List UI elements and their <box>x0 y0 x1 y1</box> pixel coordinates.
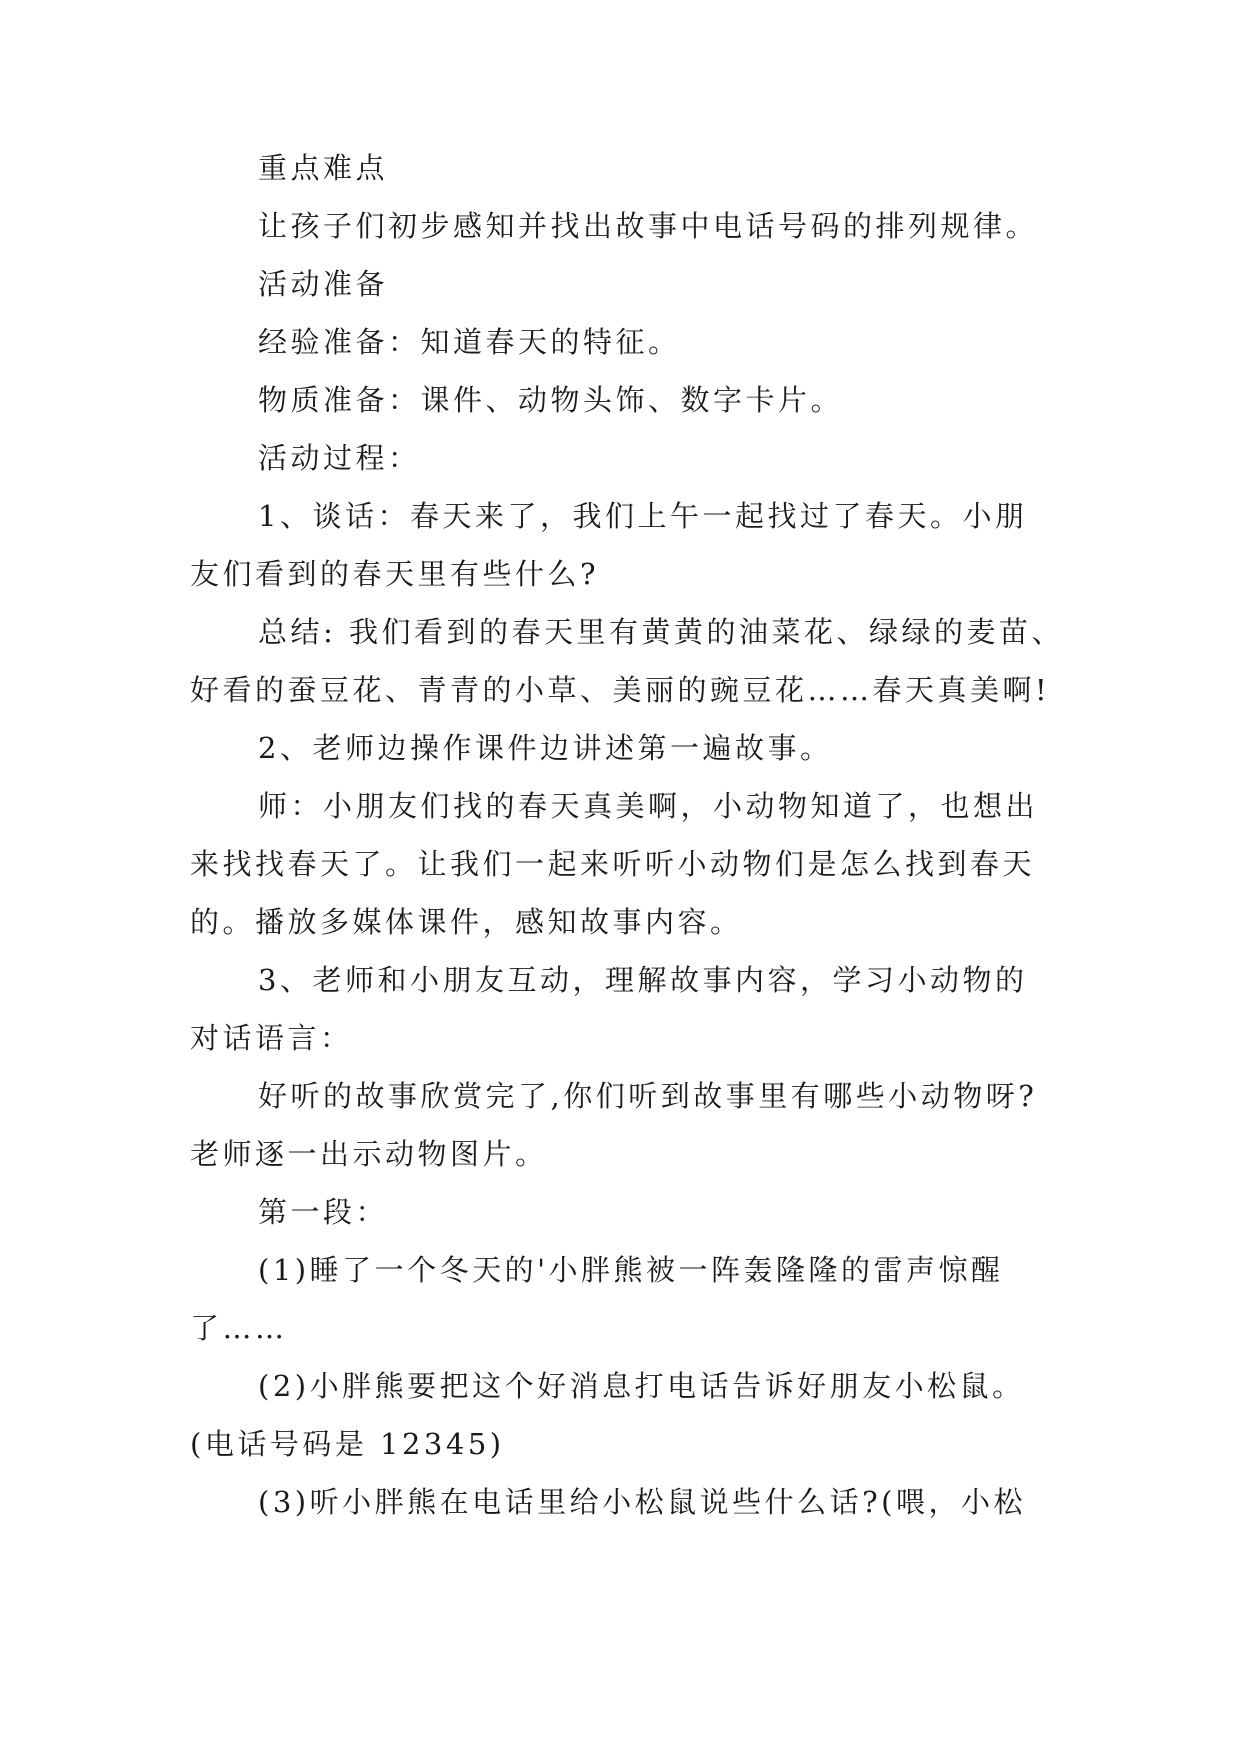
paragraph-line: 来找找春天了。让我们一起来听听小动物们是怎么找到春天 <box>190 847 1036 881</box>
paragraph-line: (电话号码是 12345) <box>190 1427 505 1461</box>
paragraph-line: 物质准备：课件、动物头饰、数字卡片。 <box>258 383 844 417</box>
paragraph-line: (2)小胖熊要把这个好消息打电话告诉好朋友小松鼠。 <box>258 1369 1025 1403</box>
paragraph-line: 好看的蚕豆花、青青的小草、美丽的豌豆花……春天真美啊! <box>190 673 1051 707</box>
heading-activity-process: 活动过程： <box>258 441 421 475</box>
heading-activity-preparation: 活动准备 <box>258 267 389 301</box>
heading-section-one: 第一段： <box>258 1195 389 1229</box>
paragraph-line: 老师逐一出示动物图片。 <box>190 1137 548 1171</box>
heading-key-points: 重点难点 <box>258 151 389 185</box>
paragraph-line: 师：小朋友们找的春天真美啊，小动物知道了，也想出 <box>258 789 1039 823</box>
paragraph-line: 总结: 我们看到的春天里有黄黄的油菜花、绿绿的麦苗、 <box>258 615 1064 649</box>
paragraph-line: 好听的故事欣赏完了,你们听到故事里有哪些小动物呀? <box>258 1079 1038 1113</box>
paragraph-line: 的。播放多媒体课件，感知故事内容。 <box>190 905 743 939</box>
paragraph-line: 2、老师边操作课件边讲述第一遍故事。 <box>258 731 833 765</box>
paragraph-line: 3、老师和小朋友互动，理解故事内容，学习小动物的 <box>258 963 1028 997</box>
paragraph-line: 经验准备：知道春天的特征。 <box>258 325 681 359</box>
paragraph-line: 让孩子们初步感知并找出故事中电话号码的排列规律。 <box>258 209 1039 243</box>
paragraph-line: 了…… <box>190 1311 288 1345</box>
paragraph-line: 友们看到的春天里有些什么? <box>190 557 600 591</box>
paragraph-line: (1)睡了一个冬天的'小胖熊被一阵轰隆隆的雷声惊醒 <box>258 1253 1004 1287</box>
paragraph-line: 1、谈话：春天来了，我们上午一起找过了春天。小朋 <box>258 499 1028 533</box>
paragraph-line: (3)听小胖熊在电话里给小松鼠说些什么话?(喂，小松 <box>258 1485 1026 1519</box>
paragraph-line: 对话语言： <box>190 1021 353 1055</box>
